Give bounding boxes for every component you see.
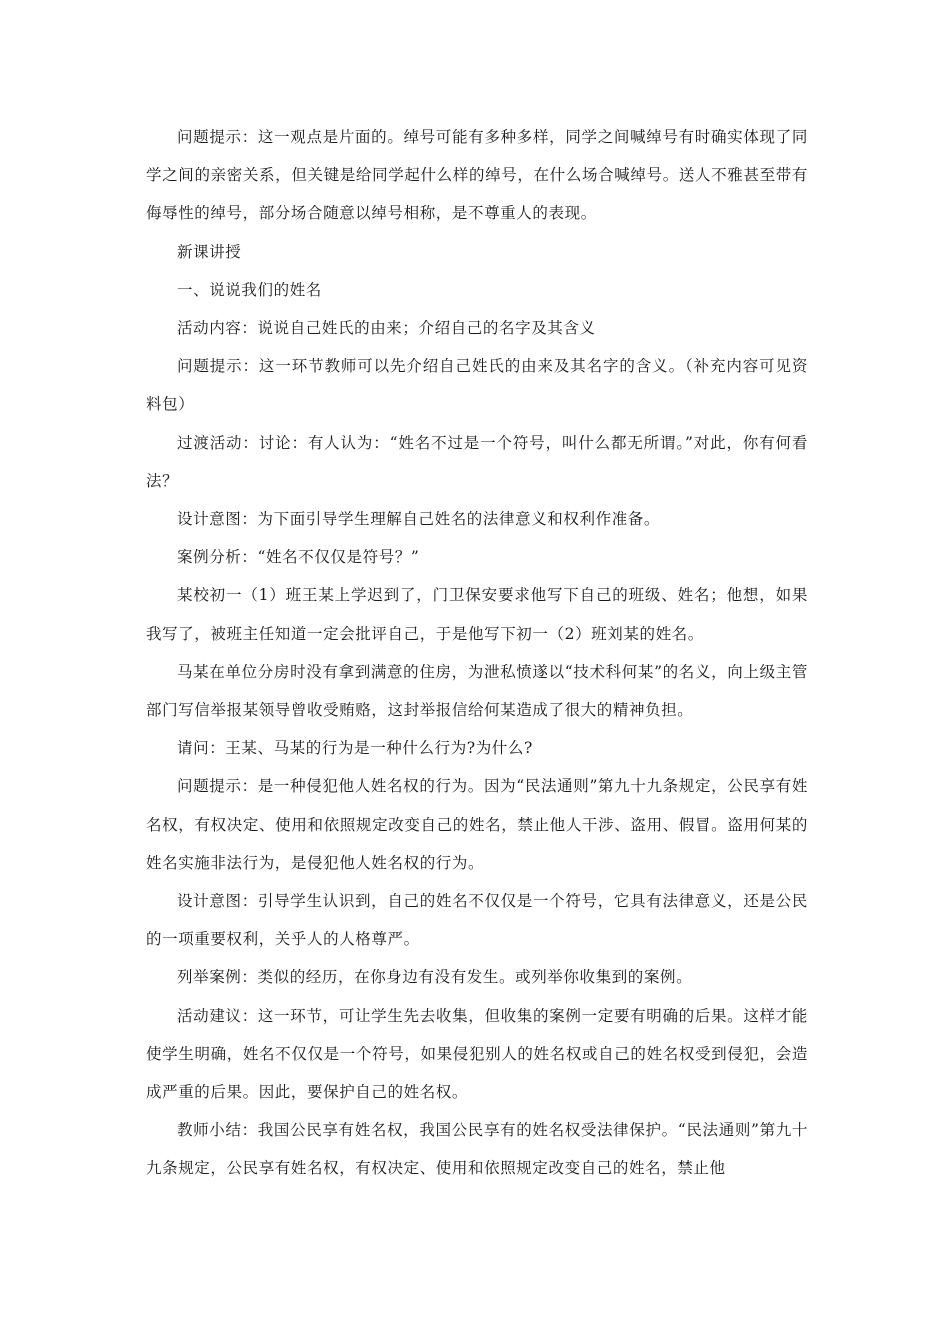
paragraph-case-ma: 马某在单位分房时没有拿到满意的住房，为泄私愤遂以“技术科何某”的名义，向上级主管部门写信举报某领导曾收受贿赂，这封举报信给何某造成了很大的精神负担。 <box>146 662 808 720</box>
paragraph-activity-suggestion: 活动建议：这一环节，可让学生先去收集，但收集的案例一定要有明确的后果。这样才能使学生明确，姓名不仅仅是一个符号，如果侵犯别人的姓名权或自己的姓名权受到侵犯，会造成严重的后果。因此，要保护自己的姓名权。 <box>146 1006 808 1102</box>
paragraph-list-cases: 列举案例：类似的经历，在你身边有没有发生。或列举你收集到的案例。 <box>177 968 693 987</box>
document-page <box>146 118 808 1188</box>
paragraph-nickname-hint: 问题提示：这一观点是片面的。绰号可能有多种多样，同学之间喊绰号有时确实体现了同学之间的亲密关系，但关键是给同学起什么样的绰号，在什么场合喊绰号。送人不雅甚至带有侮辱性的绰号，部分场合随意以绰号相称，是不尊重人的表现。 <box>146 128 808 223</box>
paragraph-teacher-summary: 教师小结：我国公民享有姓名权，我国公民享有的姓名权受法律保护。“民法通则”第九十九条规定，公民享有姓名权，有权决定、使用和依照规定改变自己的姓名，禁止他 <box>146 1121 808 1178</box>
paragraph-design-intent-2: 设计意图：引导学生认识到，自己的姓名不仅仅是一个符号，它具有法律意义，还是公民的一项重要权利，关乎人的人格尊严。 <box>146 892 808 949</box>
paragraph-case-analysis: 案例分析：“姓名不仅仅是符号？” <box>177 548 420 567</box>
paragraph-transition-activity: 过渡活动：讨论：有人认为：“姓名不过是一个符号，叫什么都无所谓。”对此，你有何看法？ <box>146 433 808 490</box>
paragraph-design-intent-1: 设计意图：为下面引导学生理解自己姓名的法律意义和权利作准备。 <box>177 510 661 529</box>
paragraph-case-wang: 某校初一（1）班王某上学迟到了，门卫保安要求他写下自己的班级、姓名；他想，如果我写了，被班主任知道一定会批评自己，于是他写下初一（2）班刘某的姓名。 <box>146 586 808 643</box>
paragraph-question-hint-1: 问题提示：这一环节教师可以先介绍自己姓氏的由来及其名字的含义。（补充内容可见资料包） <box>146 357 808 414</box>
section-heading-names: 一、说说我们的姓名 <box>177 280 322 299</box>
paragraph-question: 请问：王某、马某的行为是一种什么行为?为什么? <box>177 739 533 758</box>
paragraph-question-hint-2: 问题提示：是一种侵犯他人姓名权的行为。因为“民法通则”第九十九条规定，公民享有姓名权，有权决定、使用和依照规定改变自己的姓名，禁止他人干涉、盗用、假冒。盗用何某的姓名实施非法行为，是侵犯他人姓名权的行为。 <box>146 777 808 872</box>
section-heading-new-lesson: 新课讲授 <box>177 242 242 261</box>
paragraph-activity-content: 活动内容：说说自己姓氏的由来；介绍自己的名字及其含义 <box>177 319 596 338</box>
